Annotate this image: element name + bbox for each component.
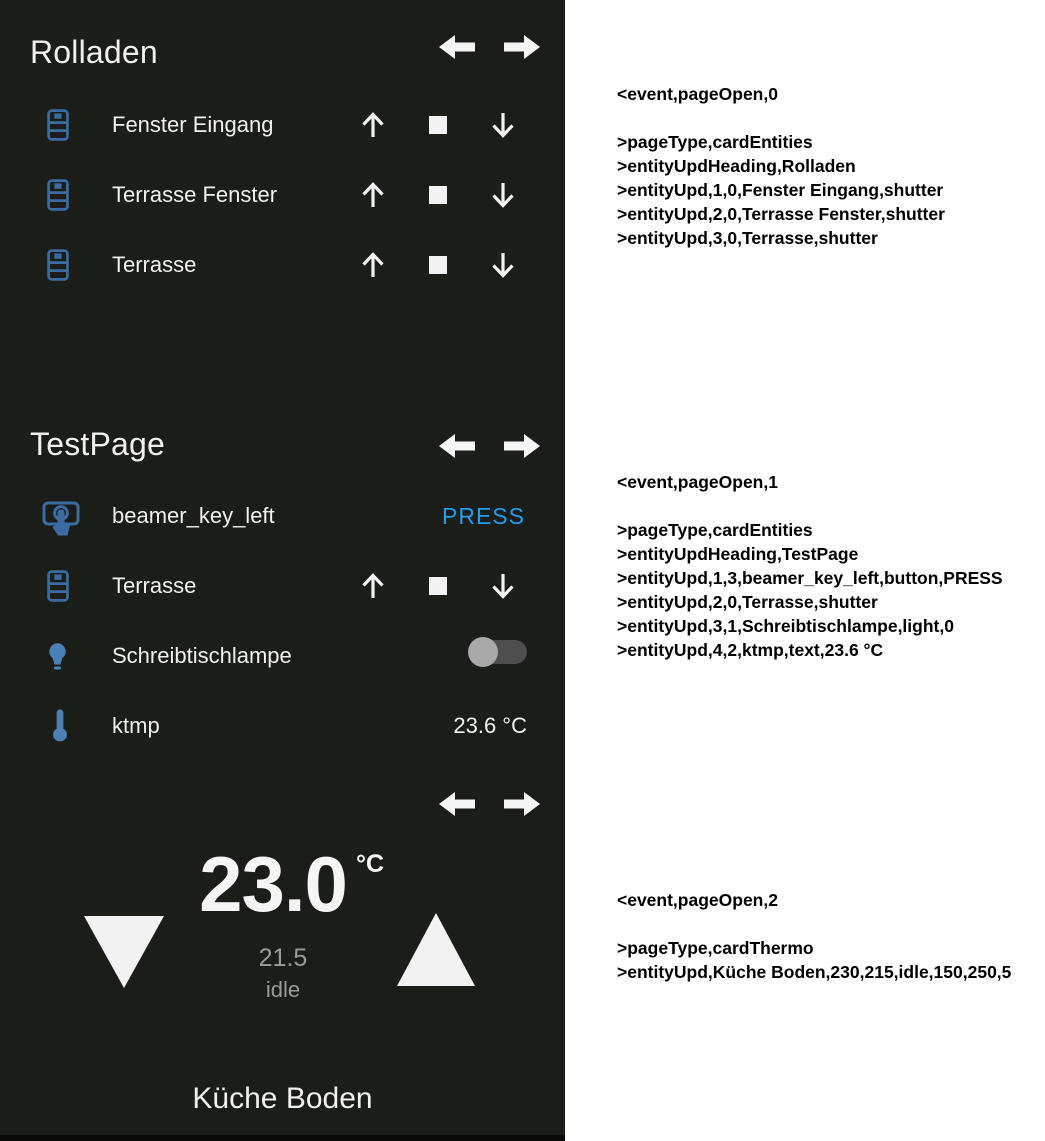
log-line: >entityUpd,2,0,Terrasse,shutter [617, 592, 878, 612]
temp-down-button[interactable] [84, 916, 164, 988]
entity-row [0, 691, 565, 761]
page-title: TestPage [30, 426, 166, 462]
stop-icon [429, 116, 447, 134]
nav-next-button[interactable] [504, 432, 540, 460]
shutter-stop-button[interactable] [416, 230, 460, 300]
log-block-page2 [617, 888, 1011, 984]
log-line: >entityUpd,1,0,Fenster Eingang,shutter [617, 180, 944, 200]
triangle-down-icon [84, 916, 164, 988]
nav-prev-button[interactable] [439, 432, 475, 460]
log-line: >pageType,cardThermo [617, 938, 814, 958]
arrow-down-icon [489, 180, 517, 210]
log-line: >entityUpd,1,3,beamer_key_left,button,PRESS [617, 568, 1003, 588]
entity-row [0, 90, 565, 160]
triangle-up-icon [397, 913, 475, 986]
arrow-left-icon [439, 33, 475, 61]
sensor-value: 23.6 °C [453, 713, 527, 738]
entity-label: beamer_key_left [112, 503, 275, 528]
arrow-down-icon [489, 110, 517, 140]
entity-label: Terrasse [112, 252, 197, 277]
log-line: >entityUpdHeading,TestPage [617, 544, 859, 564]
arrow-up-icon [359, 110, 387, 140]
window-shutter-icon [47, 109, 69, 141]
nav-prev-button[interactable] [439, 33, 475, 61]
log-line: <event,pageOpen,1 [617, 472, 778, 492]
log-line: >entityUpd,3,1,Schreibtischlampe,light,0 [617, 616, 954, 636]
stop-icon [429, 577, 447, 595]
arrow-right-icon [504, 790, 540, 818]
entity-row [0, 621, 565, 691]
toggle-knob [468, 637, 498, 667]
entity-row [0, 230, 565, 300]
shutter-stop-button[interactable] [416, 551, 460, 621]
arrow-up-icon [359, 180, 387, 210]
hvac-state: idle [265, 977, 301, 1002]
entity-row [0, 481, 565, 551]
entity-row [0, 160, 565, 230]
shutter-stop-button[interactable] [416, 90, 460, 160]
shutter-down-button[interactable] [481, 551, 525, 621]
thermometer-icon [52, 708, 68, 742]
nav-next-button[interactable] [504, 33, 540, 61]
arrow-down-icon [489, 250, 517, 280]
log-line: >entityUpd,Küche Boden,230,215,idle,150,250,5 [617, 962, 1012, 982]
arrow-up-icon [359, 250, 387, 280]
shutter-up-button[interactable] [351, 551, 395, 621]
entity-label: Fenster Eingang [112, 112, 274, 137]
log-line: <event,pageOpen,2 [617, 890, 778, 910]
shutter-down-button[interactable] [481, 230, 525, 300]
shutter-down-button[interactable] [481, 90, 525, 160]
arrow-right-icon [504, 432, 540, 460]
nav-next-button[interactable] [504, 790, 540, 818]
shutter-down-button[interactable] [481, 160, 525, 230]
setpoint-temperature: 21.5 [258, 944, 308, 972]
entity-row [0, 551, 565, 621]
log-block-page0 [617, 82, 945, 250]
window-shutter-icon [47, 570, 69, 602]
window-shutter-icon [47, 249, 69, 281]
window-shutter-icon [47, 179, 69, 211]
entity-label: Terrasse [112, 573, 197, 598]
log-line: >entityUpd,3,0,Terrasse,shutter [617, 228, 878, 248]
shutter-up-button[interactable] [351, 160, 395, 230]
press-button[interactable]: PRESS [400, 481, 525, 551]
current-temperature: 23.0 [199, 840, 347, 928]
shutter-up-button[interactable] [351, 90, 395, 160]
stop-icon [429, 186, 447, 204]
page-title: Rolladen [30, 34, 158, 70]
arrow-left-icon [439, 432, 475, 460]
thermostat-name: Küche Boden [192, 1082, 373, 1115]
shutter-up-button[interactable] [351, 230, 395, 300]
temperature-unit: °C [356, 850, 385, 878]
gesture-tap-button-icon [42, 498, 80, 542]
entity-label: Terrasse Fenster [112, 182, 278, 207]
arrow-right-icon [504, 33, 540, 61]
log-line: >entityUpd,2,0,Terrasse Fenster,shutter [617, 204, 945, 224]
entity-label: ktmp [112, 713, 160, 738]
entity-label: Schreibtischlampe [112, 643, 292, 668]
arrow-up-icon [359, 571, 387, 601]
arrow-down-icon [489, 571, 517, 601]
log-line: >entityUpdHeading,Rolladen [617, 156, 856, 176]
lightbulb-icon [47, 642, 68, 672]
panel-bottom-edge [0, 1135, 565, 1141]
nav-prev-button[interactable] [439, 790, 475, 818]
stop-icon [429, 256, 447, 274]
arrow-left-icon [439, 790, 475, 818]
temp-up-button[interactable] [397, 913, 475, 986]
log-line: <event,pageOpen,0 [617, 84, 778, 104]
log-line: >pageType,cardEntities [617, 132, 813, 152]
log-block-page1 [617, 470, 1003, 662]
light-toggle[interactable] [470, 640, 527, 664]
log-line: >entityUpd,4,2,ktmp,text,23.6 °C [617, 640, 884, 660]
shutter-stop-button[interactable] [416, 160, 460, 230]
log-line: >pageType,cardEntities [617, 520, 813, 540]
